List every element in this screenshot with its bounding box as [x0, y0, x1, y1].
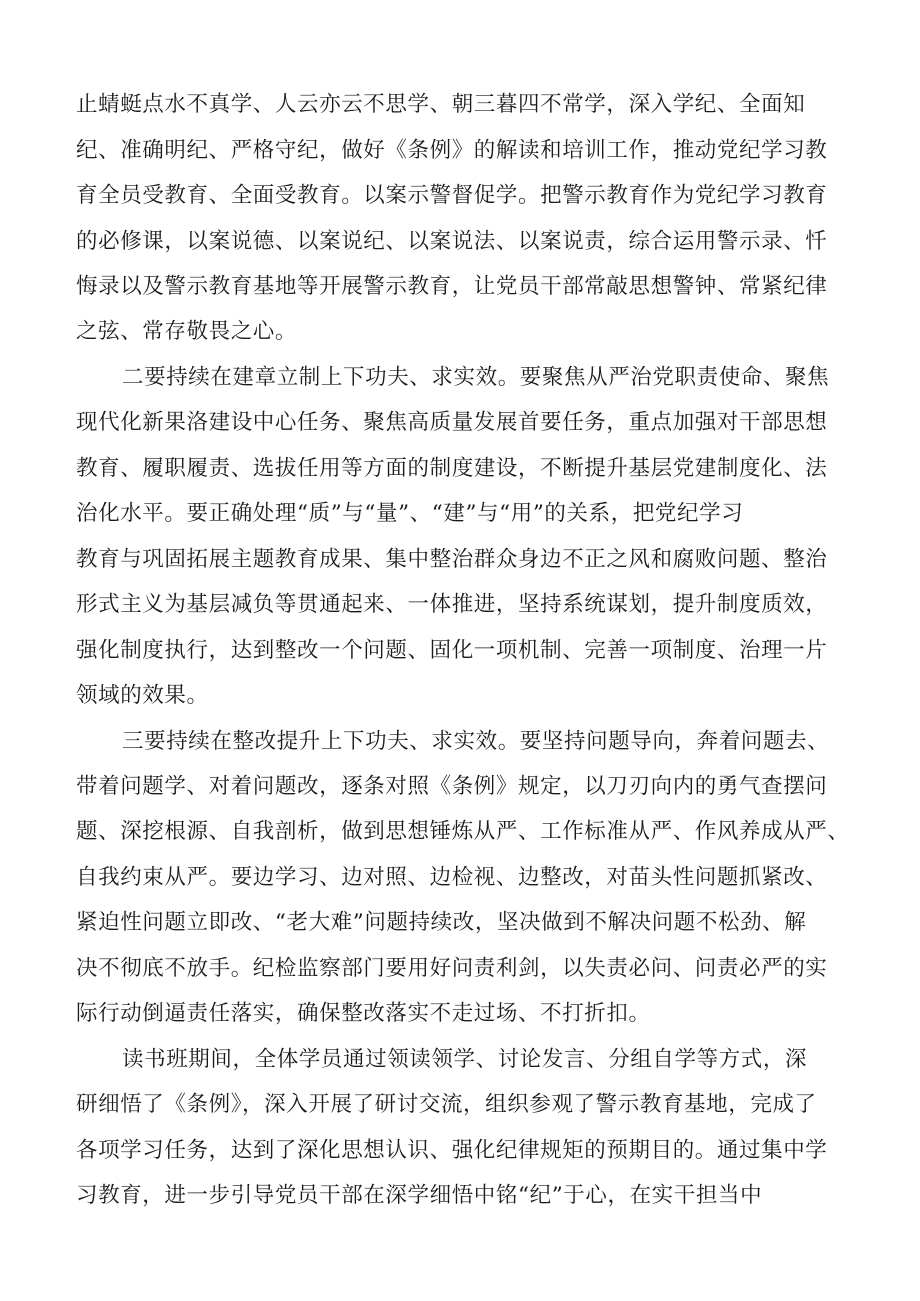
text-line: 强化制度执行，达到整改一个问题、固化一项机制、完善一项制度、治理一片 [76, 638, 828, 663]
text-line: 自我约束从严。要边学习、边对照、边检视、边整改，对苗头性问题抓紧改、 [76, 865, 828, 890]
text-line: 纪、准确明纪、严格守纪，做好《条例》的解读和培训工作，推动党纪学习教 [76, 138, 828, 163]
text-line: 形式主义为基层减负等贯通起来、一体推进，坚持系统谋划，提升制度质效， [76, 592, 828, 617]
text-line: 止蜻蜓点水不真学、人云亦云不思学、朝三暮四不常学，深入学纪、全面知 [76, 92, 806, 117]
text-line: 治化水平。要正确处理“质”与“量”、“建”与“用”的关系，把党纪学习 [76, 501, 744, 526]
paragraph-start-line: 三要持续在整改提升上下功夫、求实效。要坚持问题导向，奔着问题去、 [122, 729, 830, 754]
text-line: 际行动倒逼责任落实，确保整改落实不走过场、不打折扣。 [76, 1001, 651, 1026]
text-line: 悔录以及警示教育基地等开展警示教育，让党员干部常敲思想警钟、常紧纪律 [76, 274, 828, 299]
text-line: 决不彻底不放手。纪检监察部门要用好问责利剑，以失责必问、问责必严的实 [76, 956, 828, 981]
text-line: 领域的效果。 [76, 683, 209, 708]
text-line: 教育与巩固拓展主题教育成果、集中整治群众身边不正之风和腐败问题、整治 [76, 547, 828, 572]
text-line: 育全员受教育、全面受教育。以案示警督促学。把警示教育作为党纪学习教育 [76, 183, 828, 208]
text-line: 现代化新果洛建设中心任务、聚焦高质量发展首要任务，重点加强对干部思想 [76, 410, 828, 435]
paragraph-start-line: 读书班期间，全体学员通过领读领学、讨论发言、分组自学等方式，深 [122, 1047, 808, 1072]
text-line: 习教育，进一步引导党员干部在深学细悟中铭“纪”于心，在实干担当中 [76, 1183, 763, 1208]
text-line: 的必修课，以案说德、以案说纪、以案说法、以案说责，综合运用警示录、忏 [76, 229, 828, 254]
paragraph-start-line: 二要持续在建章立制上下功夫、求实效。要聚焦从严治党职责使命、聚焦 [122, 365, 830, 390]
text-line: 带着问题学、对着问题改，逐条对照《条例》规定，以刀刃向内的勇气查摆问 [76, 774, 828, 799]
text-line: 教育、履职履责、选拔任用等方面的制度建设，不断提升基层党建制度化、法 [76, 456, 828, 481]
text-line: 之弦、常存敬畏之心。 [76, 319, 298, 344]
text-line: 研细悟了《条例》，深入开展了研讨交流，组织参观了警示教育基地，完成了 [76, 1092, 817, 1117]
text-line: 题、深挖根源、自我剖析，做到思想锤炼从严、工作标准从严、作风养成从严、 [76, 819, 850, 844]
text-line: 各项学习任务，达到了深化思想认识、强化纪律规矩的预期目的。通过集中学 [76, 1138, 828, 1163]
text-line: 紧迫性问题立即改、“老大难”问题持续改，坚决做到不解决问题不松劲、解 [76, 910, 807, 935]
